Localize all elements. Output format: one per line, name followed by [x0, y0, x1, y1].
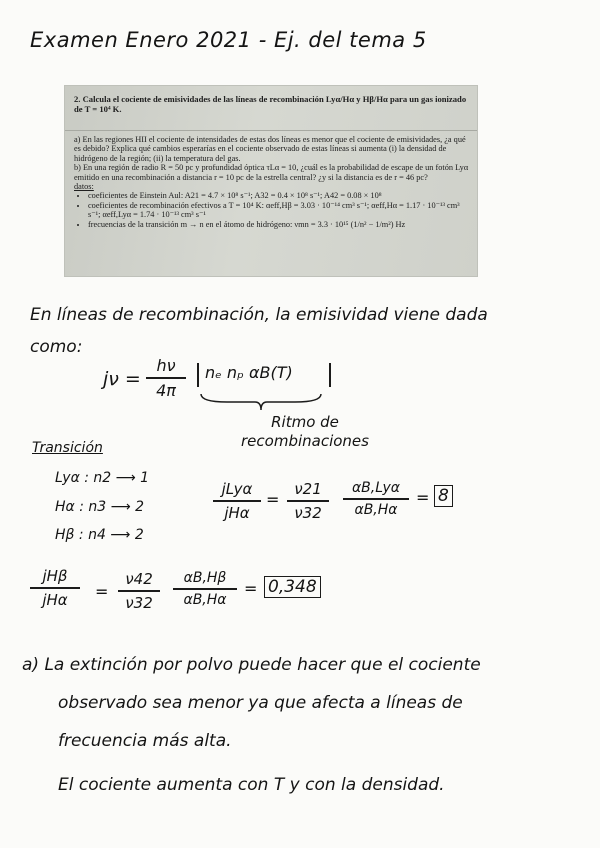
eq2-nu-num: ν42 — [125, 570, 153, 588]
fraction-bar — [173, 588, 237, 590]
eq1-alpha-num: αB,Lyα — [351, 480, 401, 496]
fraction-bar — [343, 498, 409, 500]
eq1-alpha-den: αB,Hα — [354, 501, 398, 518]
intro-line: En líneas de recombinación, la emisividad viene dada — [30, 305, 488, 325]
eq1-denominator: jHα — [224, 503, 250, 522]
transition-item: Hβ : n4 ⟶ 2 — [55, 527, 144, 543]
datos-item: • frecuencias de la transición m → n en el átomo de hidrógeno: νmn = 3.3 · 10¹⁵ (1/n² − 1/m²) Hz — [88, 220, 472, 229]
fraction-bar — [287, 500, 329, 502]
page-title: Examen Enero 2021 - Ej. del tema 5 — [30, 28, 427, 52]
equals-sign: = — [266, 490, 280, 509]
eq1-nu-num: ν21 — [294, 480, 322, 498]
datos-label: datos: — [74, 182, 94, 192]
answer-line: frecuencia más alta. — [58, 731, 232, 751]
equals-sign: = — [244, 579, 258, 598]
answer-line: a) La extinción por polvo puede hacer que el cociente — [22, 655, 481, 675]
question-part-b: b) En una región de radio R = 50 pc y profundidad óptica τLα = 10, ¿cuál es la probabilidad de escape de un fotón Lyα emitido en una recombinación a distancia r = 10 pc de la estrella central? ¿y si la distancia es de r = 46 pc? — [74, 163, 469, 182]
eq2-ratio — [30, 567, 80, 609]
ritmo-label: Ritmo de recombinaciones — [241, 413, 369, 450]
underbrace — [197, 392, 325, 414]
eq2-nu-den: ν32 — [125, 593, 153, 612]
eq1-ratio — [213, 480, 261, 522]
equals-sign: = — [95, 582, 109, 601]
fraction-bar — [146, 377, 186, 379]
emissivity-lhs: jν = — [103, 368, 141, 390]
transition-item: Lyα : n2 ⟶ 1 — [55, 470, 150, 486]
eq2-alpha-den: αB,Hα — [183, 591, 227, 608]
eq1-nu-den: ν32 — [294, 503, 322, 522]
question-part-a: a) En las regiones HII el cociente de intensidades de estas dos líneas es menor que el cociente de emisividades, ¿a qué es debido? Explica qué cambios esperarías en el cociente observado de estas líneas si aumenta (i) la densidad de hidrógeno de la región; (ii) la temperatura del gas. — [74, 135, 466, 163]
fraction-bar — [30, 587, 80, 589]
eq1-result: 8 — [434, 485, 453, 507]
transition-item: Hα : n3 ⟶ 2 — [55, 499, 145, 515]
recombination-bracket: nₑ nₚ αB(T) — [197, 363, 331, 387]
equals-sign: = — [416, 488, 430, 507]
eq1-alpha-ratio — [343, 480, 409, 518]
eq2-denominator: jHα — [42, 590, 68, 609]
hnu-numerator: hν — [156, 356, 176, 375]
eq2-nu-ratio — [118, 570, 160, 612]
answer-line: El cociente aumenta con T y con la densidad. — [58, 775, 445, 795]
photo-divider — [65, 130, 477, 131]
datos-item: • coeficientes de Einstein Aul: A21 = 4.7 × 10⁸ s⁻¹; A32 = 0.4 × 10⁸ s⁻¹; A42 = 0.08 × 10⁸ — [88, 191, 472, 200]
datos-list — [74, 191, 472, 229]
hnu-fraction — [146, 356, 186, 400]
eq2-alpha-ratio — [173, 570, 237, 608]
fraction-bar — [118, 590, 160, 592]
question-body — [74, 135, 472, 229]
eq1-numerator: jLyα — [221, 480, 253, 498]
eq2-result: 0,348 — [264, 576, 321, 598]
answer-line: observado sea menor ya que afecta a líneas de — [58, 693, 463, 713]
fraction-bar — [213, 500, 261, 502]
fourpi-denominator: 4π — [156, 380, 176, 400]
eq2-numerator: jHβ — [42, 567, 68, 585]
transicion-title: Transición — [32, 440, 103, 456]
datos-item: • coeficientes de recombinación efectivos a T = 10⁴ K: αeff,Hβ = 3.03 · 10⁻¹⁴ cm³ s⁻¹; αeff,Hα = 1.17 · 10⁻¹³ cm³ s⁻¹; αeff,Lyα = 1.74 · 10⁻¹³ cm³ s⁻¹ — [88, 201, 472, 220]
question-header: 2. Calcula el cociente de emisividades de las líneas de recombinación Lyα/Hα y Hβ/Hα para un gas ionizado de T = 10⁴ K. — [74, 94, 467, 114]
eq2-alpha-num: αB,Hβ — [183, 570, 227, 586]
eq1-nu-ratio — [287, 480, 329, 522]
intro-como: como: — [30, 337, 83, 357]
question-photo — [65, 86, 477, 276]
